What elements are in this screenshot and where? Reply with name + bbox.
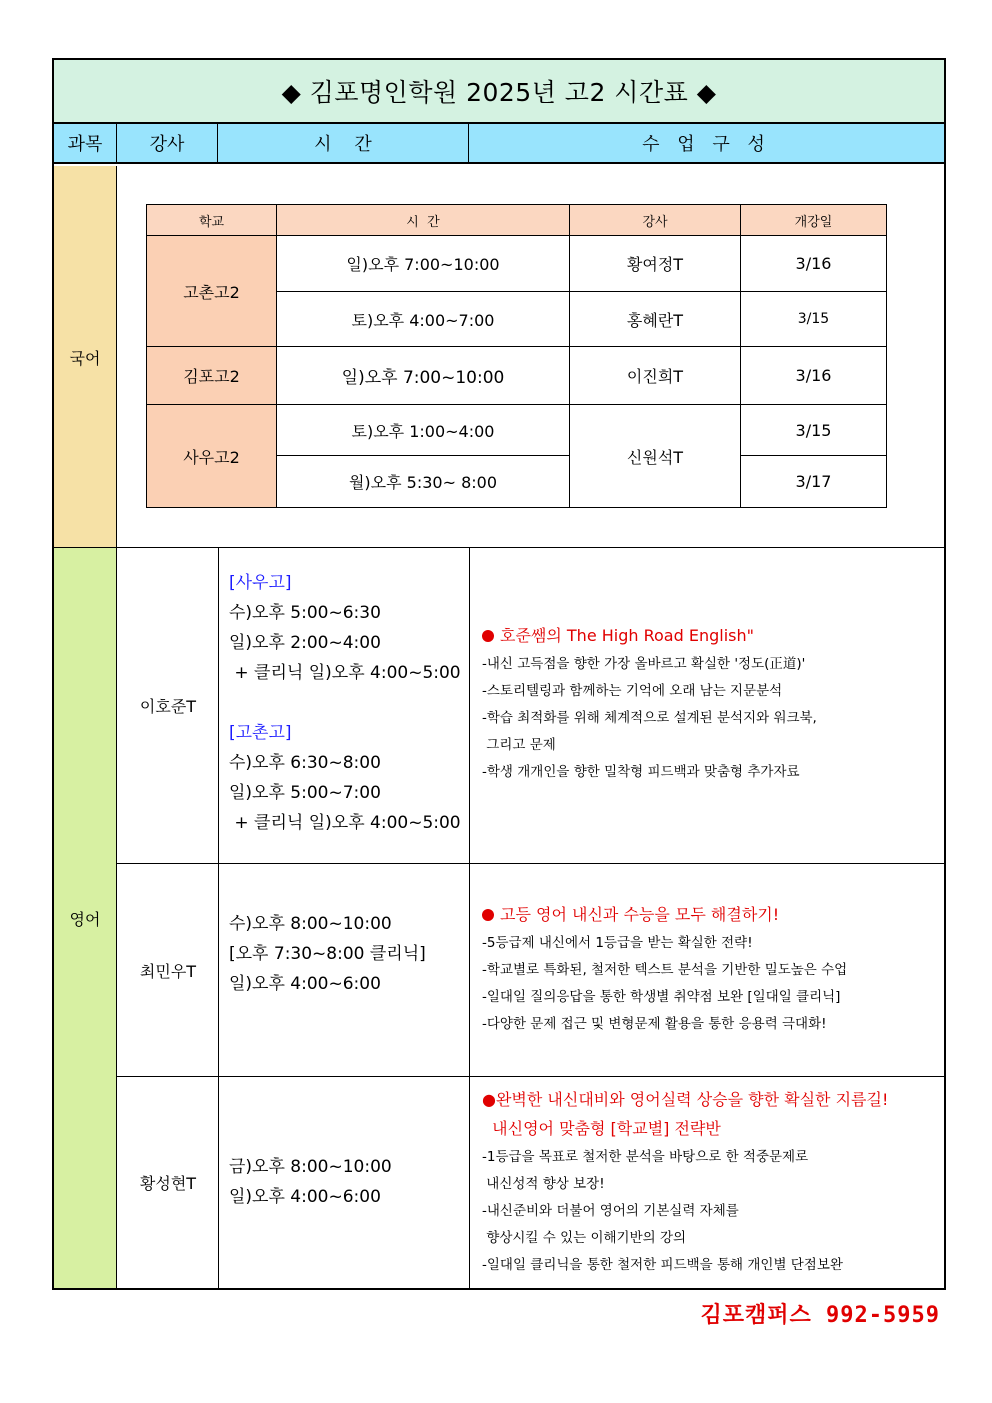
header-time: 시 간 [218,124,469,164]
schedule-line: + 클리닉 일)오후 4:00~5:00 [229,663,461,683]
teacher-schedule [219,1152,469,1212]
school-sau: 사우고2 [146,404,277,508]
table-cell-start: 3/15 [740,404,887,456]
page-title: ◆ 김포명인학원 2025년 고2 시간표 ◆ [54,60,944,124]
schedule-line: 일)오후 4:00~6:00 [229,1187,381,1207]
timetable-sheet [52,58,946,1290]
header-subject: 과목 [54,124,117,164]
table-cell-teacher: 신원석T [569,404,741,508]
school-gimpo: 김포고2 [146,346,277,405]
schedule-spacer [229,688,469,718]
table-cell-start: 3/15 [740,291,887,347]
teacher-name: 최민우T [139,961,197,981]
bullet-icon [482,909,494,921]
course-point: -학교별로 특화된, 철저한 텍스트 분석을 기반한 밀도높은 수업 [482,962,848,978]
schedule-line: 일)오후 4:00~6:00 [229,974,381,994]
schedule-line: 일)오후 2:00~4:00 [229,633,381,653]
schedule-line: 수)오후 8:00~10:00 [229,914,392,934]
school-tag: [사우고] [229,573,292,593]
table-cell-time: 토)오후 1:00~4:00 [276,404,570,456]
course-point: -내신준비와 더불어 영어의 기본실력 자체를 [482,1203,739,1219]
col-teacher: 강사 [569,204,741,236]
course-point: -5등급제 내신에서 1등급을 받는 확실한 전략! [482,935,753,951]
table-cell-teacher: 이진희T [569,346,741,405]
course-description [470,901,944,1038]
bullet-icon [482,630,494,642]
table-cell-time: 월)오후 5:30~ 8:00 [276,455,570,508]
course-point: 향상시킬 수 있는 이해기반의 강의 [482,1230,687,1246]
schedule-line: 수)오후 6:30~8:00 [229,753,381,773]
school-tag: [고촌고] [229,723,292,743]
schedule-line: 금)오후 8:00~10:00 [229,1157,392,1177]
table-cell-start: 3/17 [740,455,887,508]
course-point: -스토리텔링과 함께하는 기억에 오래 남는 지문분석 [482,683,783,699]
col-start-date: 개강일 [740,204,887,236]
korean-schedule-table [146,204,887,508]
divider [117,863,944,864]
schedule-line: 수)오후 5:00~6:30 [229,603,381,623]
course-description [470,1086,944,1279]
course-point: 그리고 문제 [482,737,556,753]
table-cell-time: 일)오후 7:00~10:00 [276,346,570,405]
header-composition: 수 업 구 성 [469,124,944,164]
teacher-schedule [219,909,469,999]
campus-phone: 김포캠퍼스 992-5959 [700,1303,940,1328]
course-point: -다양한 문제 접근 및 변형문제 활용을 통한 응용력 극대화! [482,1016,827,1032]
schedule-line: [오후 7:30~8:00 클리닉] [229,944,426,964]
teacher-name: 이호준T [139,697,197,716]
course-point: -일대일 질의응답을 통한 학생별 취약점 보완 [일대일 클리닉] [482,989,841,1005]
col-school: 학교 [146,204,277,236]
col-time: 시 간 [276,204,570,236]
teacher-schedule [219,568,469,838]
subject-korean: 국어 [54,166,117,548]
course-point: -내신 고득점을 향한 가장 올바르고 확실한 '정도(正道)' [482,656,806,672]
table-cell-teacher: 황여정T [569,235,741,292]
course-point: 내신성적 향상 보장! [482,1176,605,1192]
schedule-line: + 클리닉 일)오후 4:00~5:00 [229,813,461,833]
table-cell-start: 3/16 [740,235,887,292]
course-point: -학생 개개인을 향한 밀착형 피드백과 맞춤형 추가자료 [482,764,800,780]
course-point: -학습 최적화를 위해 체계적으로 설계된 분석지와 워크북, [482,710,817,726]
course-subheadline: 내신영어 맞춤형 [학교별] 전략반 [482,1119,721,1138]
header-teacher: 강사 [117,124,218,164]
school-gochon: 고촌고2 [146,235,277,347]
subject-english: 영어 [54,548,117,1288]
course-point: -일대일 클리닉을 통한 철저한 피드백을 통해 개인별 단점보완 [482,1257,843,1273]
table-cell-teacher: 홍혜란T [569,291,741,347]
course-headline: 고등 영어 내신과 수능을 모두 해결하기! [500,905,780,924]
course-description [470,622,944,786]
table-cell-time: 토)오후 4:00~7:00 [276,291,570,347]
teacher-name: 황성현T [139,1174,197,1193]
table-cell-start: 3/16 [740,346,887,405]
course-headline: ●완벽한 내신대비와 영어실력 상승을 향한 확실한 지름길! [482,1090,889,1109]
course-headline: 호준쌤의 The High Road English" [500,626,754,645]
table-cell-time: 일)오후 7:00~10:00 [276,235,570,292]
schedule-line: 일)오후 5:00~7:00 [229,783,381,803]
divider [117,1076,944,1077]
course-point: -1등급을 목표로 철저한 분석을 바탕으로 한 적중문제로 [482,1149,809,1165]
